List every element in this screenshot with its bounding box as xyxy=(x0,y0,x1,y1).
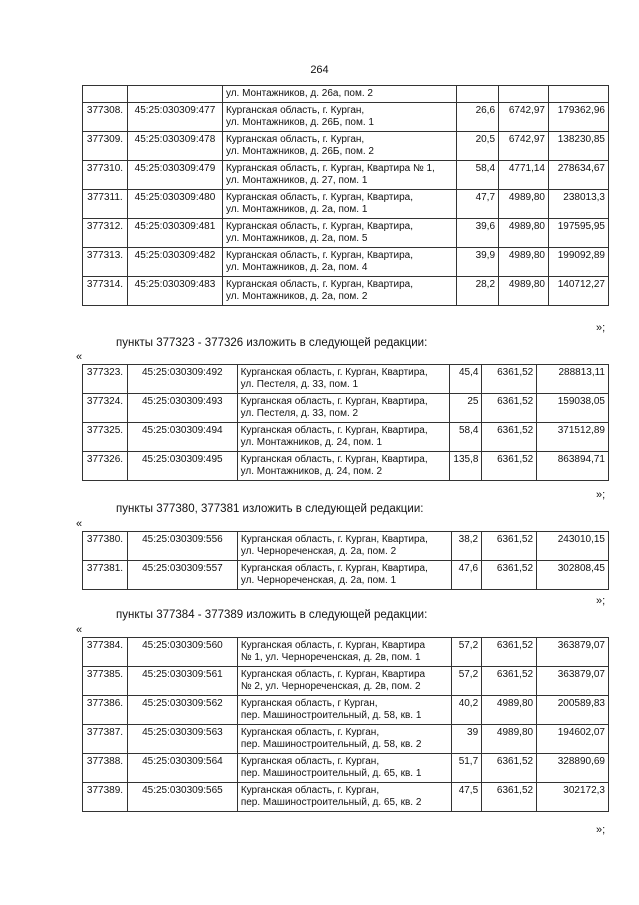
total-value: 363879,07 xyxy=(557,640,605,651)
total-value: 197595,95 xyxy=(557,221,605,232)
cadastral-number-cell xyxy=(127,783,237,812)
cadastral-number-cell xyxy=(127,423,237,452)
table-row xyxy=(83,86,609,103)
cadastral-number: 45:25:030309:495 xyxy=(141,454,223,465)
address-cell xyxy=(237,638,451,667)
total-value: 238013,3 xyxy=(563,192,605,203)
price-value: 6361,52 xyxy=(496,756,534,767)
cadastral-number: 45:25:030309:556 xyxy=(142,534,223,545)
address-cell xyxy=(237,365,450,394)
price-cell xyxy=(482,667,537,696)
total-value: 138230,85 xyxy=(557,134,605,145)
total-cell xyxy=(537,423,609,452)
price-value: 4989,80 xyxy=(508,279,545,290)
address-cell xyxy=(237,725,451,754)
total-value: 140712,27 xyxy=(557,279,605,290)
table-1-body xyxy=(83,86,609,306)
address-line-1: Курганская область, г. Курган, Квартира, xyxy=(240,396,428,407)
total-cell xyxy=(537,667,609,696)
table-row xyxy=(83,394,609,423)
table-row xyxy=(83,561,609,590)
closing-mark-1: »; xyxy=(596,322,606,334)
area-cell xyxy=(450,394,482,423)
cadastral-number: 45:25:030309:561 xyxy=(142,669,223,680)
table-row xyxy=(83,638,609,667)
price-cell xyxy=(482,783,537,812)
cadastral-number: 45:25:030309:565 xyxy=(142,785,223,796)
area-value: 38,2 xyxy=(458,534,479,545)
table-row xyxy=(83,132,609,161)
area-cell xyxy=(452,696,482,725)
address-cell xyxy=(222,190,456,219)
address-line-2: ул. Монтажников, д. 26Б, пом. 1 xyxy=(225,117,374,128)
cadastral-number-cell xyxy=(127,532,237,561)
address-line-1: Курганская область, г. Курган, xyxy=(225,134,365,145)
cadastral-number-cell xyxy=(127,132,222,161)
price-cell xyxy=(499,132,549,161)
price-value: 4989,80 xyxy=(508,250,545,261)
table-3-body xyxy=(83,532,609,590)
row-number: 377325. xyxy=(86,425,124,436)
address-line-2: ул. Черноречeнская, д. 2а, пом. 2 xyxy=(240,546,397,557)
section-4-heading: пункты 377384 - 377389 изложить в следующей редакции: xyxy=(116,609,428,621)
row-number-cell xyxy=(83,754,128,783)
row-number: 377386. xyxy=(86,698,124,709)
area-value: 57,2 xyxy=(458,669,479,680)
area-value: 39 xyxy=(467,727,479,738)
total-cell xyxy=(537,725,609,754)
row-number-cell xyxy=(83,667,128,696)
area-cell xyxy=(452,532,482,561)
cadastral-number: 45:25:030309:563 xyxy=(142,727,223,738)
area-value: 135,8 xyxy=(453,454,479,465)
address-cell xyxy=(237,783,451,812)
address-line-1: Курганская область, г. Курган, xyxy=(240,756,380,767)
area-cell xyxy=(457,161,499,190)
cadastral-number-cell xyxy=(127,452,237,481)
area-value: 20,5 xyxy=(475,134,496,145)
table-row xyxy=(83,190,609,219)
total-value: 371512,89 xyxy=(557,425,605,436)
address-line-1: Курганская область, г. Курган, Квартира № 1, xyxy=(225,163,435,174)
area-value: 25 xyxy=(467,396,479,407)
cadastral-number: 45:25:030309:481 xyxy=(134,221,216,232)
price-cell xyxy=(482,532,537,561)
area-value: 40,2 xyxy=(458,698,479,709)
price-value: 6361,52 xyxy=(496,669,534,680)
cadastral-number-cell xyxy=(127,190,222,219)
table-3 xyxy=(82,531,609,590)
total-cell xyxy=(537,365,609,394)
total-value: 363879,07 xyxy=(557,669,605,680)
price-value: 4989,80 xyxy=(508,221,545,232)
area-cell xyxy=(450,452,482,481)
row-number-cell xyxy=(83,161,128,190)
section-3-heading: пункты 377380, 377381 изложить в следующей редакции: xyxy=(116,503,424,515)
area-value: 39,9 xyxy=(475,250,496,261)
area-value: 45,4 xyxy=(458,367,479,378)
total-value: 328890,69 xyxy=(557,756,605,767)
price-value: 6361,52 xyxy=(497,425,534,436)
table-row xyxy=(83,277,609,306)
section-2-heading: пункты 377323 - 377326 изложить в следующей редакции: xyxy=(116,337,428,349)
address-line-1: Курганская область, г. Курган, Квартира, xyxy=(225,279,413,290)
area-cell xyxy=(452,754,482,783)
address-line-1: Курганская область, г. Курган, Квартира, xyxy=(240,534,428,545)
price-value: 4989,80 xyxy=(496,698,534,709)
address-line-1: Курганская область, г Курган, xyxy=(240,698,378,709)
address-line-1: Курганская область, г. Курган, xyxy=(240,785,380,796)
price-value: 6361,52 xyxy=(496,640,534,651)
total-cell xyxy=(548,132,608,161)
price-value: 6361,52 xyxy=(497,367,534,378)
total-value: 302808,45 xyxy=(557,563,605,574)
row-number: 377324. xyxy=(86,396,124,407)
row-number-cell xyxy=(83,394,128,423)
address-line-1: Курганская область, г. Курган, xyxy=(225,105,365,116)
area-cell xyxy=(457,219,499,248)
price-cell xyxy=(482,423,537,452)
table-row xyxy=(83,423,609,452)
area-cell xyxy=(452,667,482,696)
area-value: 39,6 xyxy=(475,221,496,232)
row-number-cell xyxy=(83,561,128,590)
address-line-1: Курганская область, г. Курган, Квартира, xyxy=(225,192,413,203)
row-number: 377323. xyxy=(86,367,124,378)
total-cell xyxy=(537,696,609,725)
address-line-1: ул. Монтажников, д. 26а, пом. 2 xyxy=(225,88,373,99)
cadastral-number-cell xyxy=(127,696,237,725)
row-number: 377310. xyxy=(86,163,124,174)
price-cell xyxy=(499,248,549,277)
cadastral-number: 45:25:030309:562 xyxy=(142,698,223,709)
price-value: 6361,52 xyxy=(496,785,534,796)
address-cell xyxy=(237,423,450,452)
table-row xyxy=(83,248,609,277)
total-cell xyxy=(537,452,609,481)
price-value: 6361,52 xyxy=(497,454,534,465)
closing-mark-3: »; xyxy=(596,595,606,607)
address-line-2: ул. Монтажников, д. 26Б, пом. 2 xyxy=(225,146,374,157)
area-value: 51,7 xyxy=(458,756,479,767)
row-number: 377381. xyxy=(86,563,124,574)
price-value: 4989,80 xyxy=(508,192,545,203)
row-number: 377308. xyxy=(86,105,124,116)
price-value: 6361,52 xyxy=(497,396,534,407)
price-value: 6742,97 xyxy=(508,105,545,116)
row-number: 377312. xyxy=(86,221,124,232)
address-line-1: Курганская область, г. Курган, Квартира, xyxy=(225,221,413,232)
row-number: 377311. xyxy=(87,192,123,203)
cadastral-number-cell xyxy=(127,667,237,696)
total-value: 179362,96 xyxy=(557,105,605,116)
price-cell xyxy=(482,696,537,725)
price-cell xyxy=(499,161,549,190)
address-line-1: Курганская область, г. Курган, Квартира, xyxy=(225,250,413,261)
table-row xyxy=(83,161,609,190)
price-cell xyxy=(482,725,537,754)
row-number-cell xyxy=(83,696,128,725)
page-number: 264 xyxy=(310,64,329,76)
address-cell xyxy=(237,754,451,783)
cadastral-number-cell xyxy=(127,161,222,190)
area-value: 58,4 xyxy=(475,163,496,174)
cadastral-number: 45:25:030309:483 xyxy=(134,279,216,290)
address-line-2: пер. Машиностроительный, д. 65, кв. 2 xyxy=(240,797,422,808)
row-number: 377389. xyxy=(86,785,124,796)
address-cell xyxy=(222,248,456,277)
cadastral-number: 45:25:030309:564 xyxy=(142,756,223,767)
cadastral-number-cell xyxy=(127,248,222,277)
area-cell xyxy=(457,132,499,161)
area-value: 28,2 xyxy=(475,279,496,290)
opening-mark-2: « xyxy=(76,351,83,363)
address-cell xyxy=(237,394,450,423)
row-number: 377314. xyxy=(86,279,124,290)
row-number-cell xyxy=(83,638,128,667)
row-number: 377385. xyxy=(86,669,124,680)
table-row xyxy=(83,696,609,725)
total-value: 863894,71 xyxy=(557,454,605,465)
address-line-2: ул. Монтажников, д. 2а, пом. 1 xyxy=(225,204,368,215)
price-cell xyxy=(499,103,549,132)
cadastral-number-cell xyxy=(127,725,237,754)
address-line-2: ул. Пестеля, д. 33, пом. 2 xyxy=(240,408,359,419)
total-cell xyxy=(537,394,609,423)
address-line-1: Курганская область, г. Курган, Квартира, xyxy=(240,425,428,436)
total-value: 278634,67 xyxy=(557,163,605,174)
closing-mark-2: »; xyxy=(596,489,606,501)
table-row xyxy=(83,103,609,132)
total-value: 194602,07 xyxy=(557,727,605,738)
cadastral-number: 45:25:030309:560 xyxy=(142,640,223,651)
cadastral-number: 45:25:030309:557 xyxy=(142,563,223,574)
total-cell xyxy=(548,219,608,248)
row-number: 377313. xyxy=(86,250,124,261)
address-line-1: Курганская область, г. Курган, Квартира, xyxy=(240,367,428,378)
area-value: 47,7 xyxy=(475,192,496,203)
total-cell xyxy=(548,277,608,306)
row-number-cell xyxy=(83,277,128,306)
total-cell xyxy=(537,638,609,667)
row-number-cell xyxy=(83,248,128,277)
row-number-cell xyxy=(83,219,128,248)
total-value: 288813,11 xyxy=(558,367,605,378)
total-cell xyxy=(548,161,608,190)
cadastral-number-cell xyxy=(127,365,237,394)
total-cell xyxy=(548,86,608,103)
area-cell xyxy=(452,725,482,754)
row-number-cell xyxy=(83,532,128,561)
opening-mark-4: « xyxy=(76,624,83,636)
row-number: 377388. xyxy=(86,756,124,767)
total-value: 243010,15 xyxy=(557,534,605,545)
total-cell xyxy=(537,532,609,561)
area-cell xyxy=(457,248,499,277)
price-cell xyxy=(482,561,537,590)
row-number-cell xyxy=(83,783,128,812)
area-cell xyxy=(450,423,482,452)
cadastral-number-cell xyxy=(127,638,237,667)
address-line-2: ул. Монтажников, д. 2а, пом. 5 xyxy=(225,233,368,244)
address-cell xyxy=(237,696,451,725)
area-cell xyxy=(457,86,499,103)
address-line-2: ул. Черноречeнская, д. 2а, пом. 1 xyxy=(240,575,397,586)
row-number: 377309. xyxy=(86,134,124,145)
row-number: 377326. xyxy=(86,454,124,465)
address-cell xyxy=(222,132,456,161)
area-value: 58,4 xyxy=(458,425,479,436)
price-value: 4989,80 xyxy=(496,727,534,738)
cadastral-number: 45:25:030309:493 xyxy=(141,396,223,407)
price-cell xyxy=(499,219,549,248)
address-cell xyxy=(237,561,451,590)
area-value: 47,6 xyxy=(458,563,479,574)
address-line-2: пер. Машиностроительный, д. 58, кв. 1 xyxy=(240,710,422,721)
price-value: 6742,97 xyxy=(508,134,545,145)
row-number-cell xyxy=(83,423,128,452)
address-line-2: ул. Пестеля, д. 33, пом. 1 xyxy=(240,379,359,390)
address-cell xyxy=(237,532,451,561)
cadastral-number-cell xyxy=(127,219,222,248)
row-number-cell xyxy=(83,103,128,132)
address-cell xyxy=(222,103,456,132)
price-cell xyxy=(482,452,537,481)
row-number: 377380. xyxy=(86,534,124,545)
table-1 xyxy=(82,85,609,306)
address-cell xyxy=(222,86,456,103)
row-number-cell xyxy=(83,725,128,754)
address-line-1: Курганская область, г. Курган, xyxy=(240,727,380,738)
address-line-2: № 1, ул. Черноречeнская, д. 2в, пом. 1 xyxy=(240,652,421,663)
address-cell xyxy=(222,219,456,248)
opening-mark-3: « xyxy=(76,518,83,530)
cadastral-number-cell xyxy=(127,561,237,590)
address-line-2: ул. Монтажников, д. 2а, пом. 2 xyxy=(225,291,368,302)
cadastral-number-cell xyxy=(127,277,222,306)
table-2-body xyxy=(83,365,609,481)
cadastral-number-cell xyxy=(127,394,237,423)
row-number: 377384. xyxy=(86,640,124,651)
price-cell xyxy=(499,190,549,219)
cadastral-number-cell xyxy=(127,754,237,783)
price-cell xyxy=(482,754,537,783)
closing-mark-4: »; xyxy=(596,824,606,836)
total-cell xyxy=(548,190,608,219)
address-line-1: Курганская область, г. Курган, Квартира xyxy=(240,669,426,680)
table-4 xyxy=(82,637,609,812)
table-row xyxy=(83,532,609,561)
area-cell xyxy=(457,103,499,132)
address-line-2: ул. Монтажников, д. 2а, пом. 4 xyxy=(225,262,368,273)
cadastral-number: 45:25:030309:480 xyxy=(134,192,216,203)
cadastral-number: 45:25:030309:479 xyxy=(134,163,216,174)
cadastral-number: 45:25:030309:494 xyxy=(141,425,223,436)
total-cell xyxy=(548,248,608,277)
price-value: 6361,52 xyxy=(496,534,534,545)
price-cell xyxy=(482,365,537,394)
area-value: 57,2 xyxy=(458,640,479,651)
area-cell xyxy=(457,277,499,306)
table-row xyxy=(83,365,609,394)
address-cell xyxy=(237,452,450,481)
total-value: 200589,83 xyxy=(557,698,605,709)
area-value: 47,5 xyxy=(458,785,479,796)
address-line-2: № 2, ул. Черноречeнская, д. 2в, пом. 2 xyxy=(240,681,421,692)
cadastral-number-cell xyxy=(127,103,222,132)
total-value: 199092,89 xyxy=(557,250,605,261)
address-line-2: ул. Монтажников, д. 24, пом. 1 xyxy=(240,437,383,448)
row-number-cell xyxy=(83,132,128,161)
cadastral-number: 45:25:030309:482 xyxy=(134,250,216,261)
price-cell xyxy=(482,638,537,667)
price-cell xyxy=(499,277,549,306)
row-number-cell xyxy=(83,86,128,103)
address-cell xyxy=(222,161,456,190)
area-cell xyxy=(457,190,499,219)
total-cell xyxy=(537,561,609,590)
total-value: 159038,05 xyxy=(557,396,605,407)
total-value: 302172,3 xyxy=(563,785,605,796)
row-number: 377387. xyxy=(86,727,124,738)
address-line-1: Курганская область, г. Курган, Квартира xyxy=(240,640,426,651)
table-row xyxy=(83,452,609,481)
price-cell xyxy=(482,394,537,423)
table-row xyxy=(83,219,609,248)
price-value: 4771,14 xyxy=(508,163,545,174)
area-cell xyxy=(452,783,482,812)
table-row xyxy=(83,667,609,696)
table-row xyxy=(83,725,609,754)
address-line-2: ул. Монтажников, д. 27, пом. 1 xyxy=(225,175,368,186)
address-line-1: Курганская область, г. Курган, Квартира, xyxy=(240,454,428,465)
address-line-2: пер. Машиностроительный, д. 58, кв. 2 xyxy=(240,739,422,750)
cadastral-number: 45:25:030309:478 xyxy=(134,134,216,145)
cadastral-number-cell xyxy=(127,86,222,103)
row-number-cell xyxy=(83,365,128,394)
total-cell xyxy=(537,754,609,783)
total-cell xyxy=(548,103,608,132)
area-value: 26,6 xyxy=(475,105,496,116)
address-line-1: Курганская область, г. Курган, Квартира, xyxy=(240,563,428,574)
area-cell xyxy=(450,365,482,394)
area-cell xyxy=(452,638,482,667)
price-cell xyxy=(499,86,549,103)
table-4-body xyxy=(83,638,609,812)
cadastral-number: 45:25:030309:492 xyxy=(141,367,223,378)
address-cell xyxy=(237,667,451,696)
address-cell xyxy=(222,277,456,306)
total-cell xyxy=(537,783,609,812)
table-row xyxy=(83,754,609,783)
row-number-cell xyxy=(83,190,128,219)
price-value: 6361,52 xyxy=(496,563,534,574)
table-row xyxy=(83,783,609,812)
address-line-2: ул. Монтажников, д. 24, пом. 2 xyxy=(240,466,383,477)
row-number-cell xyxy=(83,452,128,481)
area-cell xyxy=(452,561,482,590)
table-2 xyxy=(82,364,609,481)
address-line-2: пер. Машиностроительный, д. 65, кв. 1 xyxy=(240,768,422,779)
cadastral-number: 45:25:030309:477 xyxy=(134,105,216,116)
